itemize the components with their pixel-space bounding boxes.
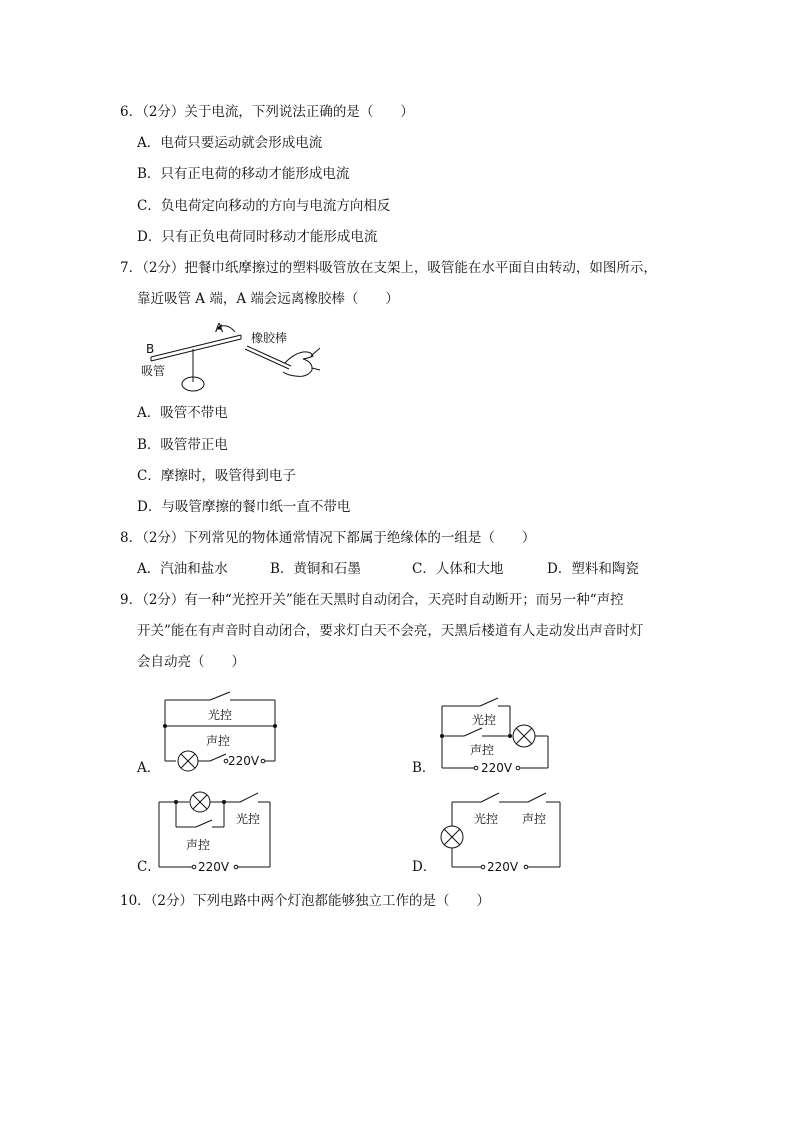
light-switch [240, 793, 258, 802]
label-straw: 吸管 [141, 364, 166, 378]
straw-top-edge [151, 335, 241, 357]
svg-text:光控: 光控 [474, 812, 499, 826]
svg-text:声控: 声控 [186, 838, 211, 852]
q9-stem-line1: 9．（2分）有一种“光控开关”能在天黑时自动闭合，天亮时自动断开；而另一种“声控 [120, 592, 624, 608]
q10-stem: 10．（2分）下列电路中两个灯泡都能够独立工作的是（ ） [120, 893, 491, 909]
svg-text:220V: 220V [481, 761, 513, 775]
q6-option-a: A．电荷只要运动就会形成电流 [137, 135, 323, 151]
rubber-rod-bottom [245, 349, 289, 369]
svg-text:声控: 声控 [206, 734, 231, 748]
q9-option-a-letter: A． [137, 760, 161, 776]
q8-option-a: A．汽油和盐水 [137, 561, 228, 577]
label-a: A [215, 321, 224, 335]
q7-option-d: D．与吸管摩擦的餐巾纸一直不带电 [137, 499, 351, 515]
svg-text:220V: 220V [198, 860, 230, 874]
svg-text:光控: 光控 [236, 812, 261, 826]
q8-option-b: B．黄铜和石墨 [270, 561, 361, 577]
q7-option-b: B．吸管带正电 [137, 437, 228, 453]
svg-text:声控: 声控 [522, 812, 547, 826]
label-rubber-rod: 橡胶棒 [251, 331, 288, 345]
sound-switch [528, 793, 546, 802]
light-switch [480, 698, 498, 706]
svg-text:声控: 声控 [470, 743, 495, 757]
q9-circuit-d [436, 785, 566, 875]
sound-switch [210, 754, 226, 761]
q7-stem-line1: 7．（2分）把餐巾纸摩擦过的塑料吸管放在支架上，吸管能在水平面自由转动，如图所示， [120, 260, 657, 276]
q8-option-c: C．人体和大地 [412, 561, 504, 577]
q9-stem-line3: 会自动亮（ ） [137, 654, 245, 670]
q9-stem-line2: 开关”能在有声音时自动闭合，要求灯白天不会亮，天黑后楼道有人走动发出声音时灯 [137, 623, 644, 639]
straw-bottom-edge [151, 339, 241, 361]
rubber-rod-top [247, 346, 291, 366]
svg-text:光控: 光控 [472, 713, 497, 727]
q7-straw-figure [135, 318, 320, 398]
q9-option-c-letter: C． [137, 859, 161, 875]
light-switch [210, 692, 230, 700]
q7-stem-line2: 靠近吸管 A 端，A 端会远离橡胶棒（ ） [137, 291, 399, 307]
q6-option-b: B．只有正电荷的移动才能形成电流 [137, 166, 350, 182]
q9-option-b-letter: B． [412, 760, 436, 776]
svg-text:220V: 220V [487, 860, 519, 874]
q8-option-d: D．塑料和陶瓷 [547, 561, 639, 577]
light-switch [481, 793, 499, 802]
q9-circuit-b [436, 690, 556, 775]
q7-option-a: A．吸管不带电 [137, 405, 228, 421]
q9-circuit-a [158, 683, 283, 775]
sound-switch [196, 820, 212, 827]
sound-switch [464, 728, 482, 736]
q6-option-c: C．负电荷定向移动的方向与电流方向相反 [137, 198, 391, 214]
q8-stem: 8．（2分）下列常见的物体通常情况下都属于绝缘体的一组是（ ） [120, 530, 536, 546]
q9-circuit-c [152, 785, 277, 875]
svg-text:光控: 光控 [208, 708, 233, 722]
svg-text:220V: 220V [228, 754, 260, 768]
q6-stem: 6．（2分）关于电流，下列说法正确的是（ ） [120, 104, 414, 120]
q7-option-c: C．摩擦时，吸管得到电子 [137, 468, 296, 484]
q9-option-d-letter: D． [412, 859, 437, 875]
q6-option-d: D．只有正负电荷同时移动才能形成电流 [137, 229, 378, 245]
label-b: B [146, 342, 155, 356]
